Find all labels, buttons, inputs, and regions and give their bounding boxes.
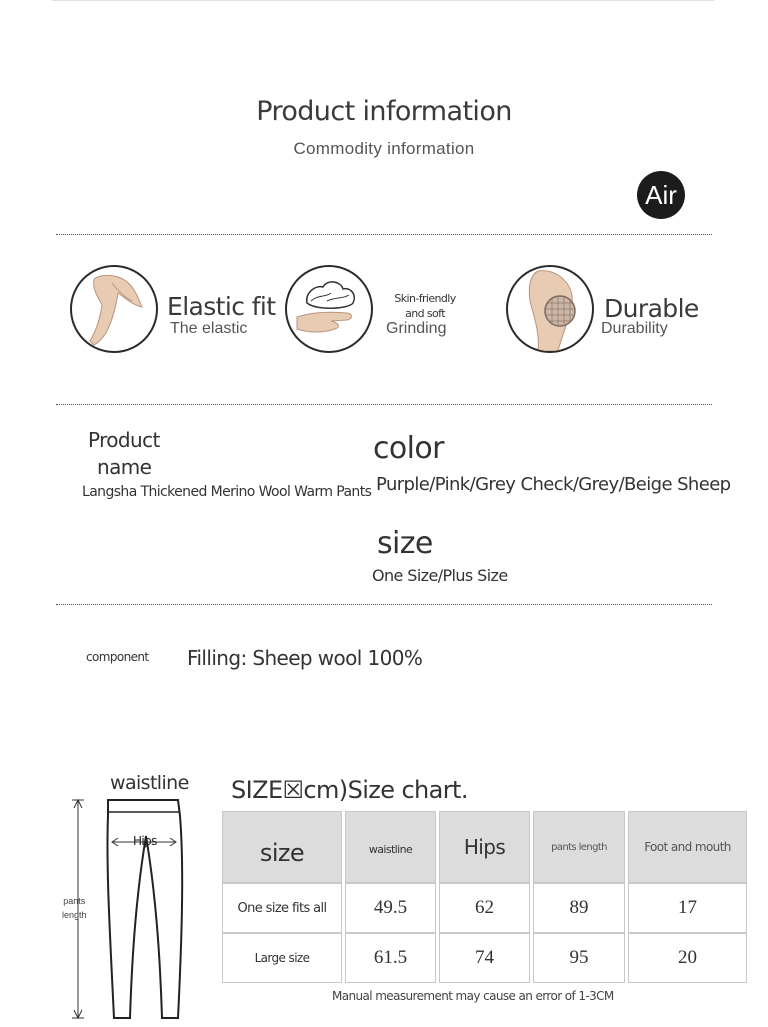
header-hips: Hips bbox=[439, 811, 530, 883]
header-size: size bbox=[222, 811, 342, 883]
color-label: color bbox=[373, 431, 444, 466]
cell-pants-length: 89 bbox=[533, 883, 625, 933]
feature-sub-durability: Durability bbox=[601, 320, 668, 337]
cell-size: One size fits all bbox=[222, 883, 342, 933]
cell-foot-mouth: 20 bbox=[628, 933, 747, 983]
feature-sub-elastic: The elastic bbox=[170, 320, 248, 337]
feature-title-elastic: Elastic fit bbox=[167, 292, 276, 321]
product-name-label-line1: Product bbox=[88, 428, 160, 452]
top-divider bbox=[52, 0, 714, 1]
diagram-pants-length-line1: pants bbox=[63, 896, 86, 906]
divider-2 bbox=[56, 404, 712, 405]
cell-hips: 74 bbox=[439, 933, 530, 983]
size-label: size bbox=[377, 526, 433, 561]
cell-hips: 62 bbox=[439, 883, 530, 933]
diagram-pants-length-line2: length bbox=[62, 910, 87, 920]
cell-waistline: 61.5 bbox=[345, 933, 436, 983]
component-label: component bbox=[86, 650, 149, 664]
cell-foot-mouth: 17 bbox=[628, 883, 747, 933]
divider-1 bbox=[56, 234, 712, 235]
diagram-pants-length-label bbox=[62, 894, 87, 922]
feature-title-durable: Durable bbox=[604, 294, 699, 323]
diagram-waistline-label: waistline bbox=[110, 772, 189, 794]
page-subtitle: Commodity information bbox=[293, 139, 475, 158]
divider-3 bbox=[56, 604, 712, 605]
leg-icon bbox=[70, 265, 158, 353]
size-value: One Size/Plus Size bbox=[372, 566, 508, 585]
cell-pants-length: 95 bbox=[533, 933, 625, 983]
color-value: Purple/Pink/Grey Check/Grey/Beige Sheep bbox=[376, 474, 731, 495]
table-header-row bbox=[222, 811, 747, 883]
feature-title-skin: Skin-friendly and soft bbox=[394, 292, 456, 320]
feature-sub-grinding: Grinding bbox=[386, 320, 447, 337]
product-name-value: Langsha Thickened Merino Wool Warm Pants bbox=[82, 484, 372, 500]
product-name-label-line2: name bbox=[97, 455, 152, 479]
diagram-hips-label: Hips bbox=[133, 834, 157, 848]
table-row bbox=[222, 933, 747, 983]
size-chart-table bbox=[219, 811, 750, 983]
air-badge: Air bbox=[637, 171, 685, 219]
size-chart-title: SIZE☒cm)Size chart. bbox=[231, 776, 468, 804]
header-waistline: waistline bbox=[345, 811, 436, 883]
component-value: Filling: Sheep wool 100% bbox=[187, 646, 423, 670]
hand-fluff-icon bbox=[285, 265, 373, 353]
table-row bbox=[222, 883, 747, 933]
cell-waistline: 49.5 bbox=[345, 883, 436, 933]
header-pants-length: pants length bbox=[533, 811, 625, 883]
cell-size: Large size bbox=[222, 933, 342, 983]
measurement-note: Manual measurement may cause an error of 1-3CM bbox=[332, 989, 614, 1003]
page-title: Product information bbox=[256, 96, 512, 127]
header-foot-mouth: Foot and mouth bbox=[628, 811, 747, 883]
product-name-label bbox=[88, 427, 160, 481]
fabric-magnify-icon bbox=[506, 265, 594, 353]
